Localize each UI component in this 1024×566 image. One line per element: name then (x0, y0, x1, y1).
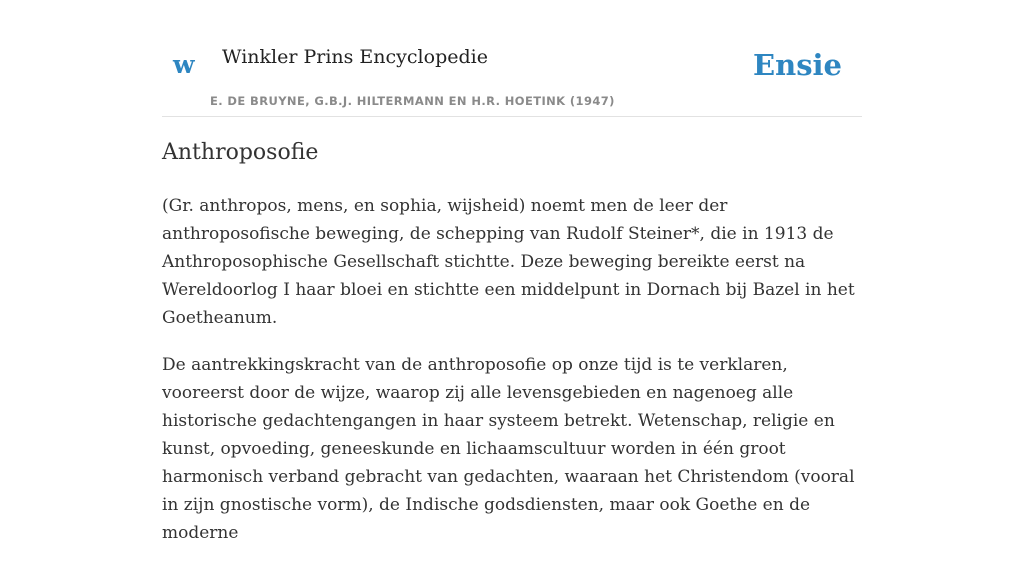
brand-logo-link[interactable]: Ensie (753, 48, 842, 82)
authors-line: E. DE BRUYNE, G.B.J. HILTERMANN EN H.R. HOETINK (1947) (210, 94, 615, 108)
site-header (162, 0, 862, 117)
article-title: Anthroposofie (162, 140, 319, 165)
article-body (162, 192, 862, 566)
article-paragraph: De aantrekkingskracht van de anthroposofie op onze tijd is te verklaren, vooreerst door de wijze, waarop zij alle levensgebieden en nagenoeg alle historische gedachtengangen in haar systeem betrekt. Wetenschap, religie en kunst, opvoeding, geneeskunde en lichaamscultuur worden in één groot harmonisch verband gebracht van gedachten, waaraan het Christendom (vooral in zijn gnostische vorm), de Indische godsdiensten, maar ook Goethe en de moderne (162, 355, 855, 543)
article-paragraph: (Gr. anthropos, mens, en sophia, wijsheid) noemt men de leer der anthroposofische beweging, de schepping van Rudolf Steiner*, die in 1913 de Anthroposophische Gesellschaft stichtte. Deze beweging bereikte eerst na Wereldoorlog I haar bloei en stichtte een middelpunt in Dornach bij Bazel in het Goetheanum. (162, 196, 855, 328)
site-logo-icon[interactable]: w (173, 50, 195, 79)
page (162, 0, 862, 543)
site-title[interactable]: Winkler Prins Encyclopedie (222, 46, 488, 68)
